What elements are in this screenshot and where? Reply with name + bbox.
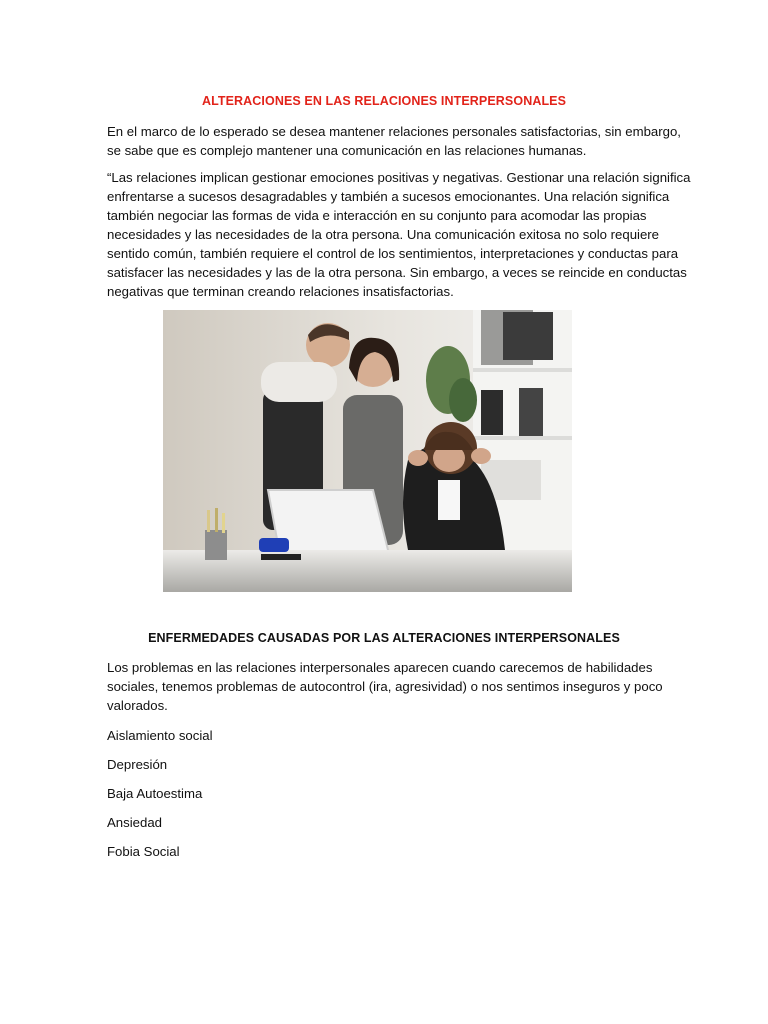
list-item: Ansiedad — [107, 815, 162, 830]
document-title: ALTERACIONES EN LAS RELACIONES INTERPERSONALES — [201, 94, 567, 108]
section-paragraph — [107, 658, 663, 715]
paragraph-line: enfrentarse a sucesos desagradables y también a sucesos emocionantes. Una relación significa — [107, 189, 670, 204]
paragraph-line: “Las relaciones implican gestionar emociones positivas y negativas. Gestionar una relación significa — [107, 170, 691, 185]
quote-paragraph — [107, 168, 691, 301]
paragraph-line: En el marco de lo esperado se desea mantener relaciones personales satisfactorias, sin embargo, — [107, 124, 681, 139]
paragraph-line: valorados. — [107, 698, 168, 713]
paragraph-line: negativas que terminan creando relaciones insatisfactorias. — [107, 284, 454, 299]
list-item: Baja Autoestima — [107, 786, 203, 801]
paragraph-line: sentido común, también requiere el control de los sentimientos, interpretaciones y conductas para — [107, 246, 679, 261]
paragraph-line: satisfacer las necesidades y las de la otra persona. Sin embargo, a veces se reincide en conductas — [107, 265, 687, 280]
paragraph-line: también negociar las formas de vida e interacción en su conjunto para acomodar las propias — [107, 208, 647, 223]
section-title: ENFERMEDADES CAUSADAS POR LAS ALTERACIONES INTERPERSONALES — [148, 631, 620, 645]
list-item: Depresión — [107, 757, 168, 772]
office-photo — [163, 310, 572, 592]
paragraph-line: Los problemas en las relaciones interpersonales aparecen cuando carecemos de habilidades — [107, 660, 653, 675]
paragraph-line: sociales, tenemos problemas de autocontrol (ira, agresividad) o nos sentimos inseguros y poco — [107, 679, 663, 694]
intro-paragraph — [107, 122, 681, 160]
paragraph-line: se sabe que es complejo mantener una comunicación en las relaciones humanas. — [107, 143, 587, 158]
list-item: Aislamiento social — [107, 728, 213, 743]
list-item: Fobia Social — [107, 844, 180, 859]
paragraph-line: necesidades y las necesidades de la otra persona. Una comunicación exitosa no solo requiere — [107, 227, 660, 242]
